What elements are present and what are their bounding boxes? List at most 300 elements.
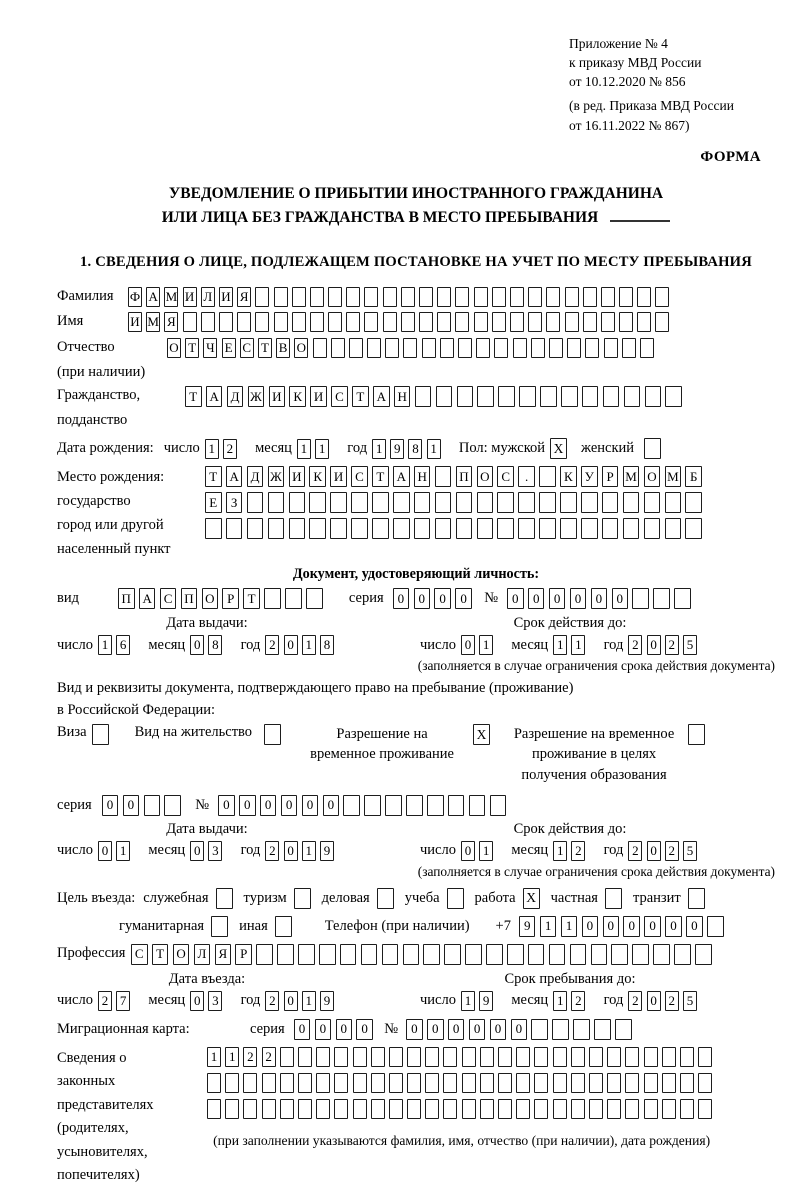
char-box[interactable]: .	[518, 466, 535, 487]
char-box[interactable]: 0	[190, 841, 204, 861]
char-box[interactable]	[497, 492, 514, 513]
char-box[interactable]: И	[310, 386, 327, 407]
char-box[interactable]	[415, 386, 432, 407]
char-box[interactable]	[601, 312, 615, 332]
char-box[interactable]: 1	[571, 635, 585, 655]
temp-residence-checkbox[interactable]: X	[473, 724, 490, 745]
char-box[interactable]: 0	[393, 588, 410, 609]
char-box[interactable]	[389, 1099, 403, 1119]
char-box[interactable]	[334, 1099, 348, 1119]
char-box[interactable]	[207, 1073, 221, 1093]
char-box[interactable]: О	[173, 944, 190, 965]
char-box[interactable]	[655, 312, 669, 332]
char-box[interactable]: 0	[507, 588, 524, 609]
char-box[interactable]	[328, 287, 342, 307]
char-box[interactable]: Т	[258, 338, 272, 358]
char-box[interactable]	[607, 1099, 621, 1119]
char-box[interactable]	[619, 312, 633, 332]
char-box[interactable]: С	[497, 466, 514, 487]
char-box[interactable]	[309, 492, 326, 513]
char-box[interactable]	[553, 1099, 567, 1119]
char-box[interactable]: Е	[222, 338, 236, 358]
char-box[interactable]	[662, 1073, 676, 1093]
char-box[interactable]	[573, 1019, 590, 1040]
char-box[interactable]	[469, 795, 486, 816]
char-box[interactable]	[549, 944, 566, 965]
char-box[interactable]	[623, 518, 640, 539]
char-box[interactable]	[457, 386, 474, 407]
char-box[interactable]	[623, 492, 640, 513]
char-box[interactable]	[164, 795, 181, 816]
char-box[interactable]: 2	[265, 635, 279, 655]
char-box[interactable]	[274, 312, 288, 332]
char-box[interactable]	[340, 944, 357, 965]
char-box[interactable]: 1	[372, 439, 386, 459]
char-box[interactable]	[435, 492, 452, 513]
char-box[interactable]: 2	[665, 841, 679, 861]
char-box[interactable]	[268, 518, 285, 539]
char-box[interactable]	[289, 518, 306, 539]
char-box[interactable]	[583, 312, 597, 332]
char-box[interactable]	[615, 1019, 632, 1040]
char-box[interactable]	[349, 338, 363, 358]
char-box[interactable]: И	[219, 287, 233, 307]
char-box[interactable]	[589, 1073, 603, 1093]
char-box[interactable]: 1	[297, 439, 311, 459]
char-box[interactable]	[680, 1099, 694, 1119]
char-box[interactable]	[507, 944, 524, 965]
char-box[interactable]	[474, 312, 488, 332]
char-box[interactable]	[552, 1019, 569, 1040]
char-box[interactable]: 1	[479, 841, 493, 861]
char-box[interactable]: 0	[284, 635, 298, 655]
char-box[interactable]	[437, 287, 451, 307]
char-box[interactable]: Я	[164, 312, 178, 332]
char-box[interactable]	[662, 1099, 676, 1119]
char-box[interactable]	[637, 287, 651, 307]
char-box[interactable]	[280, 1073, 294, 1093]
char-box[interactable]: 9	[320, 991, 334, 1011]
char-box[interactable]: 0	[582, 916, 599, 937]
char-box[interactable]: И	[128, 312, 142, 332]
char-box[interactable]: 1	[479, 635, 493, 655]
char-box[interactable]	[477, 492, 494, 513]
char-box[interactable]: М	[146, 312, 160, 332]
char-box[interactable]	[255, 287, 269, 307]
char-box[interactable]	[516, 1099, 530, 1119]
char-box[interactable]: 1	[302, 841, 316, 861]
char-box[interactable]	[346, 312, 360, 332]
char-box[interactable]: И	[183, 287, 197, 307]
char-box[interactable]: 0	[647, 841, 661, 861]
char-box[interactable]	[309, 518, 326, 539]
char-box[interactable]	[637, 312, 651, 332]
char-box[interactable]: 2	[98, 991, 112, 1011]
char-box[interactable]: Д	[227, 386, 244, 407]
char-box[interactable]	[330, 492, 347, 513]
char-box[interactable]	[407, 1047, 421, 1067]
char-box[interactable]	[401, 312, 415, 332]
char-box[interactable]	[462, 1073, 476, 1093]
char-box[interactable]: 0	[190, 635, 204, 655]
char-box[interactable]: М	[164, 287, 178, 307]
char-box[interactable]	[476, 338, 490, 358]
char-box[interactable]	[436, 386, 453, 407]
char-box[interactable]: Т	[352, 386, 369, 407]
char-box[interactable]	[680, 1073, 694, 1093]
char-box[interactable]: 2	[243, 1047, 257, 1067]
char-box[interactable]	[589, 1099, 603, 1119]
char-box[interactable]	[625, 1099, 639, 1119]
char-box[interactable]	[644, 492, 661, 513]
char-box[interactable]	[372, 492, 389, 513]
char-box[interactable]	[414, 518, 431, 539]
char-box[interactable]	[226, 518, 243, 539]
char-box[interactable]	[698, 1047, 712, 1067]
char-box[interactable]: Т	[372, 466, 389, 487]
char-box[interactable]	[353, 1073, 367, 1093]
char-box[interactable]	[440, 338, 454, 358]
char-box[interactable]: О	[167, 338, 181, 358]
char-box[interactable]	[565, 312, 579, 332]
char-box[interactable]	[582, 386, 599, 407]
char-box[interactable]	[549, 338, 563, 358]
char-box[interactable]	[456, 518, 473, 539]
char-box[interactable]	[685, 518, 702, 539]
char-box[interactable]	[510, 312, 524, 332]
char-box[interactable]	[680, 1047, 694, 1067]
char-box[interactable]	[372, 518, 389, 539]
char-box[interactable]	[351, 518, 368, 539]
char-box[interactable]: 0	[455, 588, 472, 609]
char-box[interactable]: 0	[260, 795, 277, 816]
char-box[interactable]	[462, 1047, 476, 1067]
char-box[interactable]: Т	[185, 386, 202, 407]
char-box[interactable]	[443, 1073, 457, 1093]
char-box[interactable]: 0	[686, 916, 703, 937]
checkbox[interactable]	[377, 888, 394, 909]
char-box[interactable]	[351, 492, 368, 513]
char-box[interactable]	[435, 466, 452, 487]
char-box[interactable]: 0	[284, 841, 298, 861]
char-box[interactable]	[443, 1047, 457, 1067]
char-box[interactable]: 1	[427, 439, 441, 459]
char-box[interactable]: 0	[284, 991, 298, 1011]
char-box[interactable]	[414, 492, 431, 513]
char-box[interactable]	[353, 1099, 367, 1119]
char-box[interactable]	[316, 1047, 330, 1067]
char-box[interactable]	[498, 1073, 512, 1093]
char-box[interactable]: 0	[123, 795, 140, 816]
char-box[interactable]	[498, 386, 515, 407]
char-box[interactable]	[144, 795, 161, 816]
char-box[interactable]	[292, 312, 306, 332]
char-box[interactable]	[401, 287, 415, 307]
char-box[interactable]: 1	[302, 991, 316, 1011]
char-box[interactable]: 0	[281, 795, 298, 816]
char-box[interactable]	[225, 1099, 239, 1119]
char-box[interactable]: 1	[540, 916, 557, 937]
char-box[interactable]: 9	[519, 916, 536, 937]
char-box[interactable]: И	[289, 466, 306, 487]
char-box[interactable]	[602, 518, 619, 539]
char-box[interactable]: О	[644, 466, 661, 487]
char-box[interactable]: 2	[571, 841, 585, 861]
char-box[interactable]: 1	[98, 635, 112, 655]
char-box[interactable]: 0	[239, 795, 256, 816]
char-box[interactable]: А	[226, 466, 243, 487]
char-box[interactable]: А	[373, 386, 390, 407]
char-box[interactable]	[268, 492, 285, 513]
char-box[interactable]	[602, 492, 619, 513]
char-box[interactable]	[343, 795, 360, 816]
char-box[interactable]	[219, 312, 233, 332]
char-box[interactable]: 0	[511, 1019, 528, 1040]
char-box[interactable]	[644, 1047, 658, 1067]
char-box[interactable]: К	[560, 466, 577, 487]
char-box[interactable]	[534, 1047, 548, 1067]
char-box[interactable]	[393, 518, 410, 539]
char-box[interactable]	[225, 1073, 239, 1093]
char-box[interactable]: 2	[628, 841, 642, 861]
char-box[interactable]	[298, 1099, 312, 1119]
char-box[interactable]: С	[351, 466, 368, 487]
char-box[interactable]: 1	[561, 916, 578, 937]
char-box[interactable]: С	[160, 588, 177, 609]
char-box[interactable]	[665, 492, 682, 513]
char-box[interactable]: 1	[461, 991, 475, 1011]
char-box[interactable]	[640, 338, 654, 358]
char-box[interactable]	[331, 338, 345, 358]
char-box[interactable]	[492, 287, 506, 307]
char-box[interactable]	[403, 338, 417, 358]
char-box[interactable]: 8	[408, 439, 422, 459]
char-box[interactable]	[364, 312, 378, 332]
char-box[interactable]: 0	[490, 1019, 507, 1040]
char-box[interactable]	[518, 518, 535, 539]
char-box[interactable]	[205, 518, 222, 539]
char-box[interactable]: А	[393, 466, 410, 487]
char-box[interactable]: 5	[683, 841, 697, 861]
char-box[interactable]	[653, 588, 670, 609]
char-box[interactable]: 0	[644, 916, 661, 937]
char-box[interactable]	[407, 1073, 421, 1093]
char-box[interactable]	[403, 944, 420, 965]
char-box[interactable]	[262, 1099, 276, 1119]
char-box[interactable]	[698, 1099, 712, 1119]
char-box[interactable]	[382, 944, 399, 965]
char-box[interactable]: 1	[302, 635, 316, 655]
char-box[interactable]	[364, 795, 381, 816]
char-box[interactable]: Т	[243, 588, 260, 609]
char-box[interactable]	[546, 287, 560, 307]
char-box[interactable]	[622, 338, 636, 358]
char-box[interactable]: 8	[320, 635, 334, 655]
char-box[interactable]: Е	[205, 492, 222, 513]
char-box[interactable]: 5	[683, 635, 697, 655]
char-box[interactable]: К	[289, 386, 306, 407]
char-box[interactable]	[207, 1099, 221, 1119]
char-box[interactable]	[371, 1099, 385, 1119]
char-box[interactable]: Ж	[268, 466, 285, 487]
char-box[interactable]	[519, 386, 536, 407]
char-box[interactable]: З	[226, 492, 243, 513]
female-checkbox[interactable]	[644, 438, 661, 459]
male-checkbox[interactable]: X	[550, 438, 567, 459]
char-box[interactable]	[707, 916, 724, 937]
char-box[interactable]	[385, 338, 399, 358]
char-box[interactable]	[644, 1099, 658, 1119]
char-box[interactable]	[364, 287, 378, 307]
char-box[interactable]	[255, 312, 269, 332]
char-box[interactable]	[510, 287, 524, 307]
char-box[interactable]: 2	[265, 991, 279, 1011]
char-box[interactable]: М	[665, 466, 682, 487]
char-box[interactable]: 0	[406, 1019, 423, 1040]
char-box[interactable]	[243, 1073, 257, 1093]
char-box[interactable]: 3	[208, 841, 222, 861]
edu-residence-checkbox[interactable]	[688, 724, 705, 745]
char-box[interactable]	[698, 1073, 712, 1093]
char-box[interactable]: С	[240, 338, 254, 358]
char-box[interactable]: И	[330, 466, 347, 487]
char-box[interactable]: М	[623, 466, 640, 487]
char-box[interactable]	[427, 795, 444, 816]
char-box[interactable]	[406, 795, 423, 816]
char-box[interactable]	[604, 338, 618, 358]
char-box[interactable]: 9	[320, 841, 334, 861]
char-box[interactable]	[474, 287, 488, 307]
char-box[interactable]	[201, 312, 215, 332]
checkbox[interactable]	[447, 888, 464, 909]
char-box[interactable]	[477, 386, 494, 407]
char-box[interactable]	[662, 1047, 676, 1067]
char-box[interactable]	[607, 1047, 621, 1067]
char-box[interactable]	[277, 944, 294, 965]
char-box[interactable]: 2	[265, 841, 279, 861]
char-box[interactable]	[310, 287, 324, 307]
checkbox[interactable]	[211, 916, 228, 937]
char-box[interactable]	[486, 944, 503, 965]
char-box[interactable]	[553, 1047, 567, 1067]
char-box[interactable]	[625, 1073, 639, 1093]
char-box[interactable]: 0	[356, 1019, 373, 1040]
char-box[interactable]	[624, 386, 641, 407]
char-box[interactable]	[298, 944, 315, 965]
char-box[interactable]: Я	[215, 944, 232, 965]
checkbox[interactable]	[275, 916, 292, 937]
char-box[interactable]: Ч	[203, 338, 217, 358]
char-box[interactable]: Л	[201, 287, 215, 307]
char-box[interactable]: Т	[205, 466, 222, 487]
checkbox[interactable]	[294, 888, 311, 909]
char-box[interactable]: 5	[683, 991, 697, 1011]
char-box[interactable]	[425, 1073, 439, 1093]
char-box[interactable]	[319, 944, 336, 965]
char-box[interactable]	[306, 588, 323, 609]
char-box[interactable]: А	[146, 287, 160, 307]
char-box[interactable]: П	[118, 588, 135, 609]
char-box[interactable]	[298, 1073, 312, 1093]
char-box[interactable]: 0	[218, 795, 235, 816]
char-box[interactable]	[674, 588, 691, 609]
char-box[interactable]: 0	[98, 841, 112, 861]
char-box[interactable]	[494, 338, 508, 358]
char-box[interactable]	[456, 492, 473, 513]
char-box[interactable]: Т	[152, 944, 169, 965]
char-box[interactable]	[346, 287, 360, 307]
residence-permit-checkbox[interactable]	[264, 724, 281, 745]
char-box[interactable]	[601, 287, 615, 307]
char-box[interactable]: В	[276, 338, 290, 358]
char-box[interactable]	[247, 492, 264, 513]
char-box[interactable]	[465, 944, 482, 965]
char-box[interactable]	[594, 1019, 611, 1040]
char-box[interactable]: 3	[208, 991, 222, 1011]
char-box[interactable]	[490, 795, 507, 816]
char-box[interactable]	[534, 1073, 548, 1093]
char-box[interactable]: Д	[247, 466, 264, 487]
char-box[interactable]: А	[206, 386, 223, 407]
char-box[interactable]	[553, 1073, 567, 1093]
char-box[interactable]	[389, 1073, 403, 1093]
char-box[interactable]: 0	[190, 991, 204, 1011]
char-box[interactable]: У	[581, 466, 598, 487]
char-box[interactable]: 1	[315, 439, 329, 459]
char-box[interactable]: 0	[323, 795, 340, 816]
char-box[interactable]	[316, 1099, 330, 1119]
char-box[interactable]	[425, 1099, 439, 1119]
char-box[interactable]	[247, 518, 264, 539]
char-box[interactable]	[334, 1073, 348, 1093]
char-box[interactable]	[644, 1073, 658, 1093]
char-box[interactable]	[455, 287, 469, 307]
char-box[interactable]	[665, 386, 682, 407]
checkbox[interactable]: X	[523, 888, 540, 909]
char-box[interactable]	[310, 312, 324, 332]
char-box[interactable]	[393, 492, 410, 513]
char-box[interactable]	[480, 1047, 494, 1067]
char-box[interactable]: 0	[448, 1019, 465, 1040]
char-box[interactable]	[539, 518, 556, 539]
char-box[interactable]	[589, 1047, 603, 1067]
char-box[interactable]: 2	[628, 991, 642, 1011]
char-box[interactable]	[455, 312, 469, 332]
char-box[interactable]	[328, 312, 342, 332]
char-box[interactable]: 9	[390, 439, 404, 459]
char-box[interactable]	[581, 492, 598, 513]
char-box[interactable]	[448, 795, 465, 816]
char-box[interactable]	[528, 287, 542, 307]
char-box[interactable]: Я	[237, 287, 251, 307]
char-box[interactable]	[581, 518, 598, 539]
char-box[interactable]	[443, 1099, 457, 1119]
char-box[interactable]	[531, 1019, 548, 1040]
char-box[interactable]	[285, 588, 302, 609]
char-box[interactable]: С	[331, 386, 348, 407]
char-box[interactable]	[571, 1073, 585, 1093]
visa-checkbox[interactable]	[92, 724, 109, 745]
char-box[interactable]	[289, 492, 306, 513]
char-box[interactable]	[567, 338, 581, 358]
char-box[interactable]	[492, 312, 506, 332]
char-box[interactable]: 0	[469, 1019, 486, 1040]
char-box[interactable]: Б	[685, 466, 702, 487]
char-box[interactable]: Т	[185, 338, 199, 358]
char-box[interactable]	[385, 795, 402, 816]
char-box[interactable]	[591, 944, 608, 965]
char-box[interactable]	[389, 1047, 403, 1067]
